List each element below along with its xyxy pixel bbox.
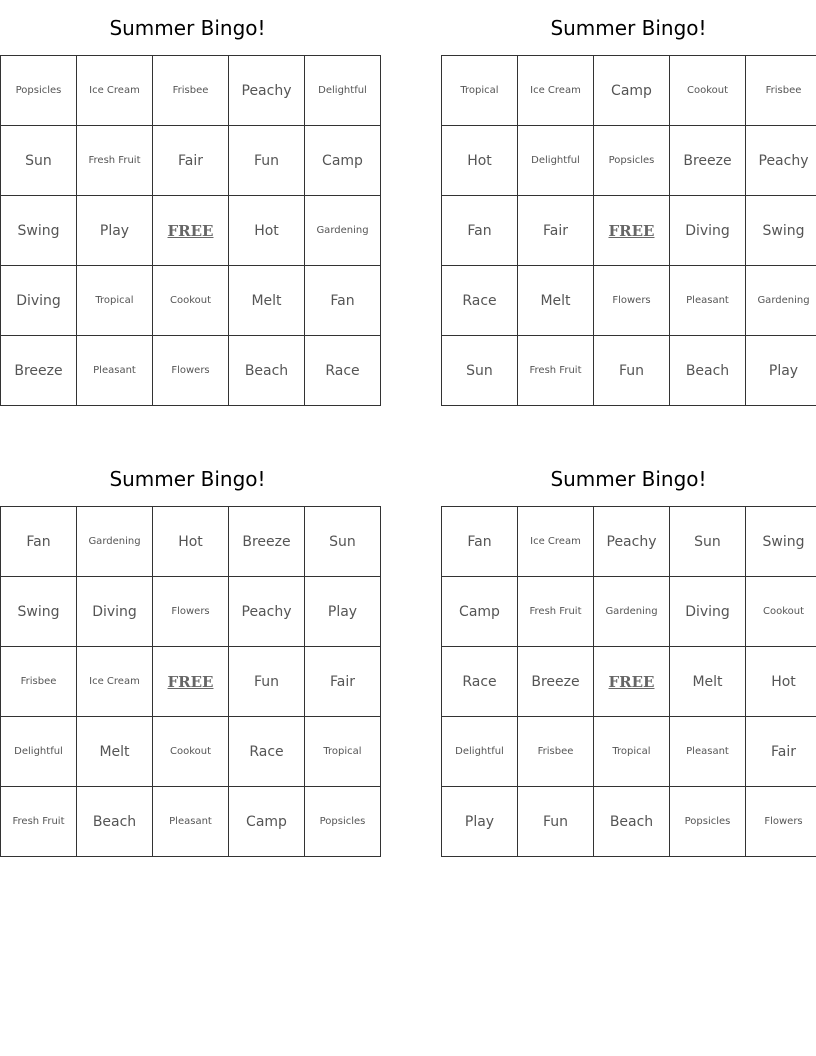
grid-cell: Peachy: [229, 577, 305, 647]
grid-cell: Pleasant: [670, 266, 746, 336]
grid-cell: Sun: [1, 126, 77, 196]
grid-cell: Breeze: [670, 126, 746, 196]
grid-row: [1, 577, 381, 647]
grid-row: [1, 717, 381, 787]
grid-cell: Fun: [229, 126, 305, 196]
grid-row: [1, 126, 381, 196]
grid-cell: Cookout: [153, 266, 229, 336]
grid-cell: Peachy: [229, 56, 305, 126]
grid-cell: Breeze: [518, 647, 594, 717]
grid-cell: Fresh Fruit: [518, 577, 594, 647]
grid-cell: Delightful: [305, 56, 381, 126]
grid-row: [442, 56, 816, 126]
grid-cell: Hot: [746, 647, 816, 717]
grid-row: [1, 647, 381, 717]
grid-cell: Swing: [1, 577, 77, 647]
grid-cell: Fun: [229, 647, 305, 717]
grid-cell: Beach: [77, 787, 153, 857]
grid-cell: Race: [442, 266, 518, 336]
grid-cell: Frisbee: [153, 56, 229, 126]
grid-cell: Fan: [442, 196, 518, 266]
grid-cell: Diving: [77, 577, 153, 647]
grid-cell: Race: [305, 336, 381, 406]
grid-cell: Pleasant: [670, 717, 746, 787]
grid-cell: Ice Cream: [518, 507, 594, 577]
grid-cell: Ice Cream: [77, 647, 153, 717]
card-title: Summer Bingo!: [109, 467, 266, 491]
grid-cell: Fun: [594, 336, 670, 406]
grid-cell: Frisbee: [746, 56, 816, 126]
bingo-grid: [441, 55, 816, 406]
grid-cell: Fresh Fruit: [1, 787, 77, 857]
grid-cell: Melt: [518, 266, 594, 336]
grid-cell: Cookout: [746, 577, 816, 647]
grid-cell: Fresh Fruit: [518, 336, 594, 406]
grid-cell: Melt: [229, 266, 305, 336]
free-space-cell: FREE: [153, 196, 229, 266]
grid-cell: Tropical: [305, 717, 381, 787]
grid-cell: Flowers: [153, 336, 229, 406]
grid-cell: Fan: [1, 507, 77, 577]
grid-cell: Fair: [518, 196, 594, 266]
grid-cell: Camp: [229, 787, 305, 857]
grid-cell: Breeze: [229, 507, 305, 577]
grid-cell: Frisbee: [1, 647, 77, 717]
grid-cell: Tropical: [77, 266, 153, 336]
grid-row: [1, 336, 381, 406]
grid-cell: Swing: [746, 196, 816, 266]
grid-cell: Sun: [442, 336, 518, 406]
grid-row: [442, 577, 816, 647]
grid-cell: Beach: [229, 336, 305, 406]
grid-row: [1, 787, 381, 857]
grid-row: [1, 196, 381, 266]
grid-cell: Play: [746, 336, 816, 406]
grid-cell: Gardening: [305, 196, 381, 266]
bingo-grid: [0, 506, 381, 857]
grid-cell: Melt: [670, 647, 746, 717]
grid-row: [1, 507, 381, 577]
grid-cell: Flowers: [746, 787, 816, 857]
card-title: Summer Bingo!: [550, 467, 707, 491]
grid-cell: Fair: [305, 647, 381, 717]
grid-cell: Delightful: [1, 717, 77, 787]
grid-cell: Swing: [1, 196, 77, 266]
grid-cell: Beach: [594, 787, 670, 857]
grid-row: [442, 717, 816, 787]
grid-cell: Race: [229, 717, 305, 787]
grid-cell: Hot: [442, 126, 518, 196]
grid-cell: Popsicles: [670, 787, 746, 857]
grid-row: [442, 647, 816, 717]
grid-cell: Gardening: [594, 577, 670, 647]
grid-cell: Beach: [670, 336, 746, 406]
free-space-cell: FREE: [153, 647, 229, 717]
grid-cell: Cookout: [670, 56, 746, 126]
grid-cell: Ice Cream: [77, 56, 153, 126]
grid-cell: Gardening: [746, 266, 816, 336]
grid-row: [442, 507, 816, 577]
grid-cell: Fan: [305, 266, 381, 336]
grid-row: [1, 266, 381, 336]
grid-cell: Hot: [153, 507, 229, 577]
grid-cell: Cookout: [153, 717, 229, 787]
grid-cell: Play: [77, 196, 153, 266]
grid-cell: Fan: [442, 507, 518, 577]
card-title: Summer Bingo!: [109, 16, 266, 40]
grid-cell: Diving: [1, 266, 77, 336]
grid-cell: Fair: [153, 126, 229, 196]
grid-cell: Pleasant: [77, 336, 153, 406]
card-title: Summer Bingo!: [550, 16, 707, 40]
grid-cell: Popsicles: [1, 56, 77, 126]
grid-cell: Popsicles: [594, 126, 670, 196]
bingo-grid: [441, 506, 816, 857]
grid-row: [442, 126, 816, 196]
grid-row: [1, 56, 381, 126]
grid-cell: Camp: [305, 126, 381, 196]
bingo-grid: [0, 55, 381, 406]
grid-cell: Peachy: [746, 126, 816, 196]
grid-cell: Play: [442, 787, 518, 857]
grid-cell: Sun: [670, 507, 746, 577]
grid-cell: Frisbee: [518, 717, 594, 787]
grid-cell: Hot: [229, 196, 305, 266]
grid-row: [442, 266, 816, 336]
grid-cell: Breeze: [1, 336, 77, 406]
grid-cell: Flowers: [594, 266, 670, 336]
grid-cell: Peachy: [594, 507, 670, 577]
grid-cell: Fresh Fruit: [77, 126, 153, 196]
grid-row: [442, 336, 816, 406]
grid-cell: Tropical: [594, 717, 670, 787]
grid-cell: Popsicles: [305, 787, 381, 857]
grid-cell: Fun: [518, 787, 594, 857]
grid-cell: Sun: [305, 507, 381, 577]
grid-cell: Play: [305, 577, 381, 647]
grid-cell: Delightful: [442, 717, 518, 787]
free-space-cell: FREE: [594, 647, 670, 717]
grid-cell: Camp: [442, 577, 518, 647]
grid-cell: Gardening: [77, 507, 153, 577]
grid-cell: Delightful: [518, 126, 594, 196]
grid-row: [442, 787, 816, 857]
free-space-cell: FREE: [594, 196, 670, 266]
grid-cell: Swing: [746, 507, 816, 577]
grid-cell: Pleasant: [153, 787, 229, 857]
grid-cell: Diving: [670, 577, 746, 647]
grid-cell: Melt: [77, 717, 153, 787]
grid-cell: Race: [442, 647, 518, 717]
grid-cell: Flowers: [153, 577, 229, 647]
grid-cell: Diving: [670, 196, 746, 266]
grid-cell: Tropical: [442, 56, 518, 126]
grid-cell: Camp: [594, 56, 670, 126]
grid-cell: Fair: [746, 717, 816, 787]
grid-cell: Ice Cream: [518, 56, 594, 126]
grid-row: [442, 196, 816, 266]
